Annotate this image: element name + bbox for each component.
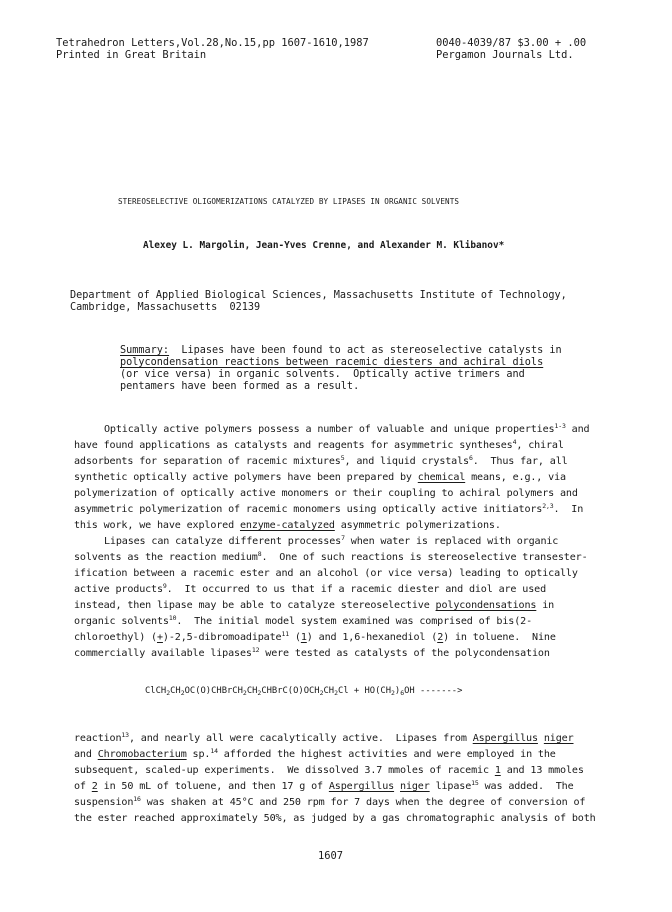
paragraph-1-line-7: this work, we have explored enzyme-catalyzed asymmetric polymerizations. (74, 520, 501, 531)
article-title: STEREOSELECTIVE OLIGOMERIZATIONS CATALYZED BY LIPASES IN ORGANIC SOLVENTS (118, 197, 460, 206)
paragraph-2-line-2: solvents as the reaction medium$^8$. One of such reactions is stereoselective transester- (74, 550, 588, 563)
paragraph-2-line-3: ification between a racemic ester and an alcohol (or vice versa) leading to optically (74, 568, 578, 579)
paragraph-2-line-7: chloroethyl) (+)-2,5-dibromoadipate$^{11}$ (1) and 1,6-hexanediol (2) in toluene. Nine (74, 630, 556, 643)
paragraph-2-line-5: instead, then lipase may be able to catalyze stereoselective polycondensations in (74, 600, 555, 611)
paragraph-2-line-4: active products$^9$. It occurred to us that if a racemic diester and diol are used (74, 582, 546, 595)
page-number: 1607 (318, 850, 344, 862)
paragraph-1-line-3: adsorbents for separation of racemic mixtures$^5$, and liquid crystals$^6$. Thus far, all (74, 454, 568, 467)
paragraph-2-line-6: organic solvents$^{10}$. The initial model system examined was comprised of bis(2- (74, 614, 532, 627)
paragraph-2-line-1: Lipases can catalyze different processes$^7$ when water is replaced with organic (104, 534, 559, 547)
printed-location: Printed in Great Britain (56, 49, 207, 61)
publisher-name: Pergamon Journals Ltd. (436, 49, 574, 61)
reaction-formula: $ClCH_2CH_2OC(O)CHBrCH_2CH_2CHBrC(O)OCH_2CH_2Cl + HO(CH_2)_6OH$ -------> (145, 686, 463, 698)
paragraph-1-line-2: have found applications as catalysts and reagents for asymmetric syntheses$^4$, chiral (74, 438, 564, 451)
paragraph-3-line-2: and Chromobacterium sp.$^{14}$ afforded the highest activities and were employed in the (74, 747, 556, 760)
paragraph-1-line-6: asymmetric polymerization of racemic monomers using optically active initiators$^{2,3}$. In (74, 502, 584, 515)
summary-line-3: (or vice versa) in organic solvents. Optically active trimers and (120, 369, 525, 380)
journal-citation: Tetrahedron Letters,Vol.28,No.15,pp 1607-1610,1987 (56, 37, 369, 49)
paragraph-3-line-6: the ester reached approximately 50%, as judged by a gas chromatographic analysis of both (74, 813, 596, 824)
paragraph-3-line-5: suspension$^{16}$ was shaken at 45°C and 250 rpm for 7 days when the degree of conversion of (74, 795, 586, 808)
paragraph-3-line-3: subsequent, scaled-up experiments. We dissolved 3.7 mmoles of racemic 1 and 13 mmoles (74, 765, 584, 776)
paragraph-1-line-1: Optically active polymers possess a number of valuable and unique properties$^{1-3}$ and (104, 422, 590, 435)
paragraph-1-line-4: synthetic optically active polymers have been prepared by chemical means, e.g., via (74, 472, 566, 483)
summary-label: Summary: (120, 345, 170, 356)
affiliation-line-2: Cambridge, Massachusetts 02139 (70, 302, 261, 313)
paragraph-3-line-4: of 2 in 50 mL of toluene, and then 17 g of Aspergillus niger lipase$^{15}$ was added. The (74, 779, 574, 792)
summary-line-1: Summary: Lipases have been found to act as stereoselective catalysts in (120, 345, 562, 356)
summary-line-4: pentamers have been formed as a result. (120, 381, 360, 392)
article-price-code: 0040-4039/87 $3.00 + .00 (436, 37, 587, 49)
paragraph-3-line-1: reaction$^{13}$, and nearly all were cacalytically active. Lipases from Aspergillus niger (74, 731, 574, 744)
paragraph-1-line-5: polymerization of optically active monomers or their coupling to achiral polymers and (74, 488, 578, 499)
summary-line-2: polycondensation reactions between racemic diesters and achiral diols (120, 357, 544, 368)
author-list: Alexey L. Margolin, Jean-Yves Crenne, and Alexander M. Klibanov* (143, 240, 505, 251)
affiliation-line-1: Department of Applied Biological Sciences, Massachusetts Institute of Technology, (70, 290, 567, 301)
paragraph-2-line-8: commercially available lipases$^{12}$ were tested as catalysts of the polycondensation (74, 646, 550, 659)
